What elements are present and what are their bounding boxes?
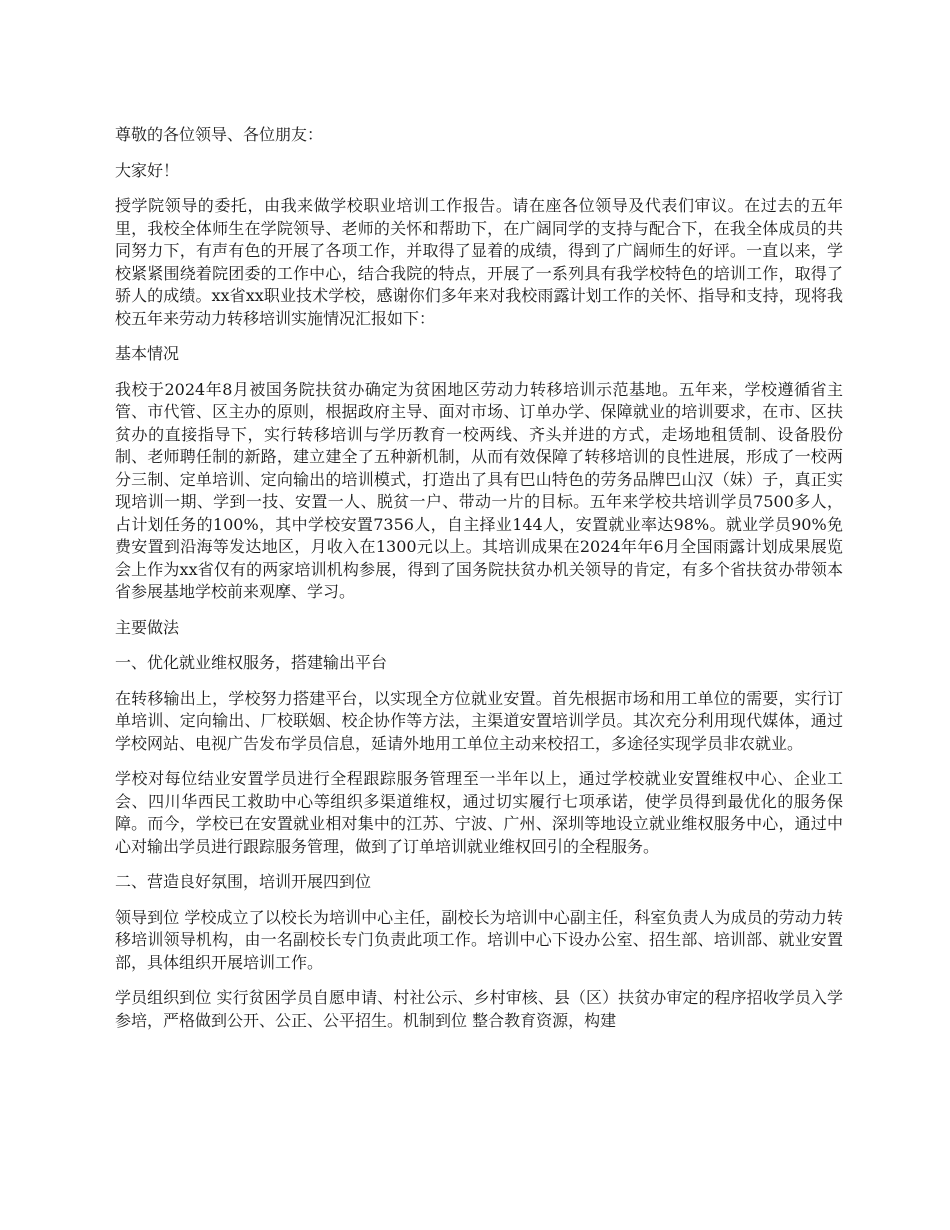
- basic-situation-paragraph: 我校于2024年8月被国务院扶贫办确定为贫困地区劳动力转移培训示范基地。五年来，学校遵循省主管、市代管、区主办的原则，根据政府主导、面对市场、订单办学、保障就业的培训要求，在市、区扶贫办的直接指导下，实行转移培训与学历教育一校两线、齐头并进的方式，走场地租赁制、设备股份制、老师聘任制的新路，建立建全了五种新机制，从而有效保障了转移培训的良性进展，形成了一校两分三制、定单培训、定向输出的培训模式，打造出了具有巴山特色的劳务品牌巴山汉（妹）子，真正实现培训一期、学到一技、安置一人、脱贫一户、带动一片的目标。五年来学校共培训学员7500多人，占计划任务的100%，其中学校安置7356人，自主择业144人，安置就业率达98%。就业学员90%免费安置到沿海等发达地区，月收入在1300元以上。其培训成果在2024年年6月全国雨露计划成果展览会上作为xx省仅有的两家培训机构参展，得到了国务院扶贫办机关领导的肯定，有多个省扶贫办带领本省参展基地学校前来观摩、学习。: [115, 379, 843, 601]
- basic-situation-heading: 基本情况: [115, 344, 180, 363]
- main-practices-heading: 主要做法: [115, 617, 180, 637]
- section-2-paragraph-2: 学员组织到位 实行贫困学员自愿申请、村社公示、乡村审核、县（区）扶贫办审定的程序招收学员入学参培，严格做到公开、公正、公平招生。机制到位 整合教育资源，构建: [115, 988, 843, 1030]
- section-2-paragraph-1: 领导到位 学校成立了以校长为培训中心主任，副校长为培训中心副主任，科室负责人为成员的劳动力转移培训领导机构，由一名副校长专门负责此项工作。培训中心下设办公室、招生部、培训部、就业安置部，具体组织开展培训工作。: [115, 907, 843, 972]
- section-1-paragraph-1: 在转移输出上，学校努力搭建平台，以实现全方位就业安置。首先根据市场和用工单位的需要，实行订单培训、定向输出、厂校联姻、校企协作等方法，主渠道安置培训学员。其次充分利用现代媒体，通过学校网站、电视广告发布学员信息，延请外地用工单位主动来校招工，多途径实现学员非农就业。: [115, 688, 843, 753]
- intro-paragraph: 授学院领导的委托，由我来做学校职业培训工作报告。请在座各位领导及代表们审议。在过去的五年里，我校全体师生在学院领导、老师的关怀和帮助下，在广阔同学的支持与配合下，在我全体成员的共同努力下，有声有色的开展了各项工作，并取得了显着的成绩，得到了广阔师生的好评。一直以来，学校紧紧围绕着院团委的工作中心，结合我院的特点，开展了一系列具有我学校特色的培训工作，取得了骄人的成绩。xx省xx职业技术学校，感谢你们多年来对我校雨露计划工作的关怀、指导和支持，现将我校五年来劳动力转移培训实施情况汇报如下：: [115, 196, 843, 328]
- section-1-paragraph-2: 学校对每位结业安置学员进行全程跟踪服务管理至一半年以上，通过学校就业安置维权中心、企业工会、四川华西民工救助中心等组织多渠道维权，通过切实履行七项承诺，使学员得到最优化的服务保障。而今，学校已在安置就业相对集中的江苏、宁波、广州、深圳等地设立就业维权服务中心，通过中心对输出学员进行跟踪服务管理，做到了订单培训就业维权回引的全程服务。: [115, 769, 843, 856]
- greeting: 大家好！: [115, 160, 180, 180]
- section-2-heading: 二、营造良好氛围，培训开展四到位: [115, 872, 372, 891]
- document-page: [115, 124, 843, 1045]
- salutation: 尊敬的各位领导、各位朋友：: [115, 125, 324, 144]
- section-1-heading: 一、优化就业维权服务，搭建输出平台: [115, 653, 388, 672]
